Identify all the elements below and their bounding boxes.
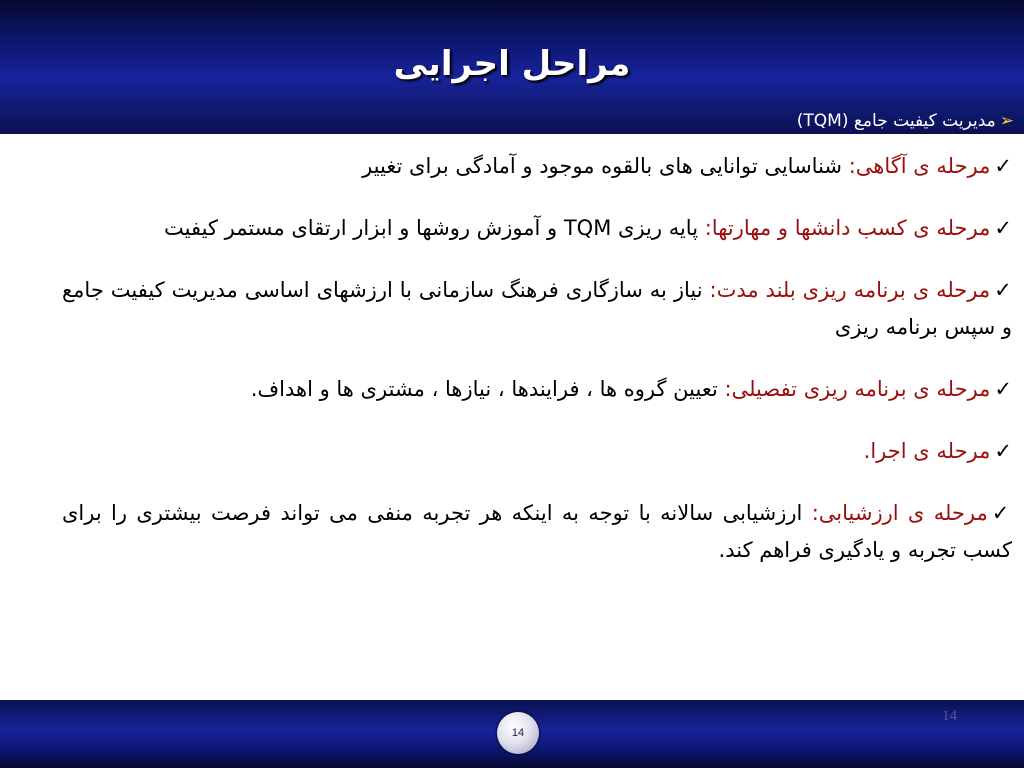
page-number-corner: 14 bbox=[942, 708, 957, 724]
item-text: تعیین گروه ها ، فرایندها ، نیازها ، مشتری ها و اهداف. bbox=[250, 377, 725, 401]
item-text: ارزشیابی سالانه با توجه به اینکه هر تجربه منفی می تواند فرصت بیشتری را برای کسب تجربه و یادگیری فراهم کند. bbox=[62, 501, 1012, 562]
item-label: مرحله ی اجرا. bbox=[863, 439, 991, 463]
check-icon: ✓ bbox=[991, 501, 1012, 525]
page-number-badge: 14 bbox=[497, 712, 539, 754]
check-icon: ✓ bbox=[994, 216, 1012, 240]
check-icon: ✓ bbox=[994, 377, 1012, 401]
list-item-long-term-planning bbox=[0, 272, 1024, 346]
item-label: مرحله ی آگاهی: bbox=[848, 154, 991, 178]
arrow-bullet-icon: ➢ bbox=[999, 111, 1014, 131]
check-icon: ✓ bbox=[994, 278, 1012, 302]
item-text: پایه ریزی TQM و آموزش روشها و ابزار ارتقای مستمر کیفیت bbox=[164, 216, 705, 240]
slide-subtitle bbox=[797, 111, 1014, 131]
item-label: مرحله ی کسب دانشها و مهارتها: bbox=[704, 216, 991, 240]
check-icon: ✓ bbox=[994, 154, 1012, 178]
slide-header bbox=[0, 0, 1024, 134]
list-item-detailed-planning bbox=[0, 371, 1024, 408]
list-item-evaluation bbox=[0, 495, 1024, 569]
list-item-awareness bbox=[0, 148, 1024, 185]
list-item-knowledge bbox=[0, 210, 1024, 247]
item-text: شناسایی توانایی های بالقوه موجود و آمادگی برای تغییر bbox=[362, 154, 849, 178]
check-icon: ✓ bbox=[994, 439, 1012, 463]
slide-content bbox=[0, 148, 1024, 594]
list-item-execution bbox=[0, 433, 1024, 470]
item-text: نیاز به سازگاری فرهنگ سازمانی با ارزشهای اساسی مدیریت کیفیت جامع و سپس برنامه ریزی bbox=[62, 278, 1012, 339]
slide-title: مراحل اجرایی bbox=[393, 44, 631, 84]
item-label: مرحله ی برنامه ریزی تفصیلی: bbox=[724, 377, 991, 401]
slide-footer bbox=[0, 700, 1024, 768]
subtitle-text: مدیریت کیفیت جامع (TQM) bbox=[796, 111, 996, 131]
item-label: مرحله ی برنامه ریزی بلند مدت: bbox=[709, 278, 991, 302]
item-label: مرحله ی ارزشیابی: bbox=[811, 501, 988, 525]
